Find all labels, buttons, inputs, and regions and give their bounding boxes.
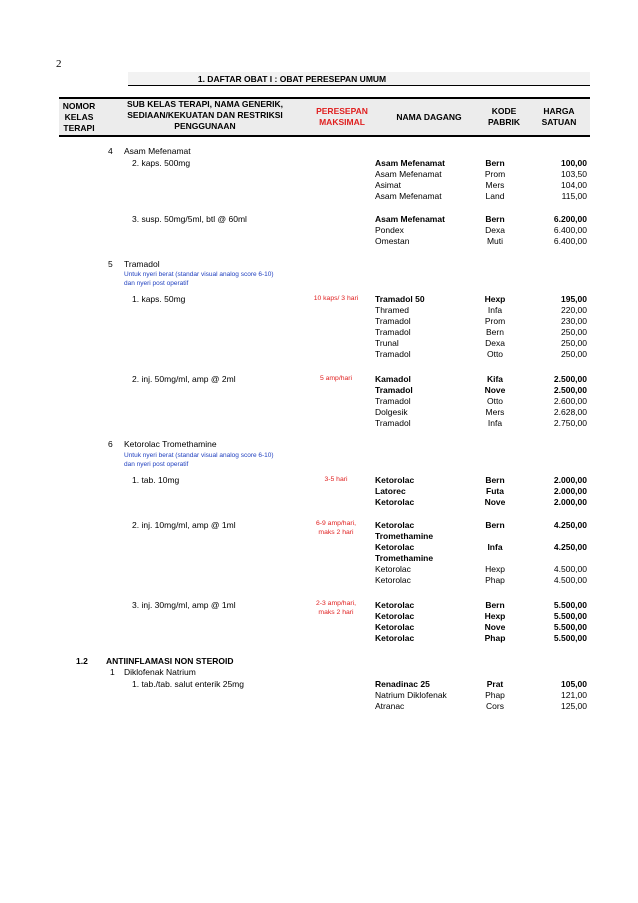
unit-price: 195,00 [561, 294, 587, 304]
unit-price: 2.000,00 [553, 475, 587, 485]
brand-name: Tramadol [375, 418, 411, 428]
brand-name: Atranac [375, 701, 405, 711]
unit-price: 2.750,00 [553, 418, 587, 428]
page-number: 2 [56, 58, 62, 70]
manufacturer-code: Otto [486, 349, 504, 359]
unit-price: 250,00 [561, 349, 587, 359]
brand-name: Asam Mefenamat [375, 169, 442, 179]
formulation: 3. inj. 30mg/ml, amp @ 1ml [132, 600, 236, 610]
unit-price: 5.500,00 [553, 622, 587, 632]
brand-name: Ketorolac [375, 575, 411, 585]
manufacturer-code: Hexp [485, 564, 505, 574]
generic-name: Tramadol [124, 259, 160, 269]
unit-price: 2.000,00 [553, 486, 587, 496]
unit-price: 6.200,00 [553, 214, 587, 224]
restriction-note: Untuk nyeri berat (standar visual analog score 6-10) [124, 452, 274, 459]
max-prescription: 6-9 amp/hari, [315, 520, 357, 527]
brand-name: Dolgesik [375, 407, 408, 417]
manufacturer-code: Phap [485, 575, 505, 585]
brand-name: Ketorolac [375, 611, 415, 621]
header-peresepan-maksimal: PERESEPAN MAKSIMAL [316, 106, 368, 127]
restriction-note: dan nyeri post operatif [124, 280, 189, 287]
brand-name: Thramed [375, 305, 410, 315]
manufacturer-code: Kifa [486, 374, 504, 384]
manufacturer-code: Bern [485, 158, 505, 168]
max-prescription: 2-3 amp/hari, [315, 600, 357, 607]
manufacturer-code: Mers [485, 180, 505, 190]
brand-name: Tramadol 50 [375, 294, 425, 304]
manufacturer-code: Dexa [485, 225, 505, 235]
manufacturer-code: Cors [486, 701, 504, 711]
item-number: 1 [110, 667, 115, 677]
header-harga-satuan: HARGA SATUAN [541, 106, 577, 127]
restriction-note: dan nyeri post operatif [124, 461, 189, 468]
unit-price: 2.500,00 [553, 374, 587, 384]
manufacturer-code: Bern [485, 214, 505, 224]
brand-name: Ketorolac [375, 520, 415, 530]
section-title: ANTIINFLAMASI NON STEROID [106, 656, 234, 666]
unit-price: 4.500,00 [553, 575, 587, 585]
unit-price: 4.250,00 [553, 542, 587, 552]
unit-price: 125,00 [561, 701, 587, 711]
unit-price: 105,00 [561, 679, 587, 689]
manufacturer-code: Prom [484, 316, 506, 326]
restriction-note: Untuk nyeri berat (standar visual analog score 6-10) [124, 271, 274, 278]
header-nomor-kelas-terapi: NOMOR KELAS TERAPI [62, 101, 96, 133]
unit-price: 6.400,00 [553, 225, 587, 235]
unit-price: 104,00 [561, 180, 587, 190]
brand-name: Ketorolac [375, 564, 411, 574]
header-kode-pabrik: KODE PABRIK [488, 106, 520, 127]
brand-name: Asam Mefenamat [375, 158, 445, 168]
brand-name: Trunal [375, 338, 399, 348]
item-number: 4 [108, 146, 113, 156]
formulation: 1. kaps. 50mg [132, 294, 186, 304]
max-prescription: 5 amp/hari [319, 375, 353, 382]
unit-price: 220,00 [561, 305, 587, 315]
manufacturer-code: Bern [485, 520, 505, 530]
manufacturer-code: Land [485, 191, 505, 201]
brand-name: Omestan [375, 236, 410, 246]
manufacturer-code: Hexp [484, 611, 506, 621]
manufacturer-code: Hexp [484, 294, 506, 304]
brand-name: Tramadol [375, 385, 413, 395]
manufacturer-code: Futa [486, 486, 504, 496]
manufacturer-code: Mers [485, 407, 505, 417]
unit-price: 100,00 [561, 158, 587, 168]
unit-price: 4.500,00 [553, 564, 587, 574]
manufacturer-code: Prom [484, 169, 506, 179]
brand-name: Pondex [375, 225, 404, 235]
formulation: 2. inj. 50mg/ml, amp @ 2ml [132, 374, 236, 384]
brand-name: Ketorolac [375, 497, 415, 507]
brand-name: Ketorolac [375, 622, 415, 632]
unit-price: 115,00 [561, 191, 587, 201]
brand-name: Tramadol [375, 327, 411, 337]
unit-price: 2.628,00 [553, 407, 587, 417]
unit-price: 2.000,00 [553, 497, 587, 507]
brand-name: Ketorolac [375, 633, 415, 643]
unit-price: 250,00 [561, 338, 587, 348]
brand-name: Asimat [375, 180, 401, 190]
unit-price: 5.500,00 [553, 633, 587, 643]
generic-name: Ketorolac Tromethamine [124, 439, 217, 449]
manufacturer-code: Phap [485, 690, 505, 700]
brand-name: Ketorolac [375, 600, 415, 610]
section-number: 1.2 [76, 656, 88, 666]
manufacturer-code: Nove [484, 622, 506, 632]
formulation: 1. tab./tab. salut enterik 25mg [132, 679, 244, 689]
brand-name: Tromethamine [375, 553, 434, 563]
brand-name: Renadinac 25 [375, 679, 430, 689]
manufacturer-code: Otto [486, 396, 504, 406]
header-sub-kelas: SUB KELAS TERAPI, NAMA GENERIK, SEDIAAN/KEKUATAN DAN RESTRIKSI PENGGUNAAN [126, 99, 283, 131]
manufacturer-code: Nove [484, 497, 506, 507]
unit-price: 103,50 [561, 169, 587, 179]
formulation: 1. tab. 10mg [132, 475, 180, 485]
manufacturer-code: Infa [487, 418, 503, 428]
manufacturer-code: Phap [484, 633, 506, 643]
generic-name: Diklofenak Natrium [124, 667, 196, 677]
unit-price: 250,00 [561, 327, 587, 337]
brand-name: Tramadol [375, 316, 411, 326]
max-prescription: maks 2 hari [318, 529, 354, 536]
manufacturer-code: Infa [487, 305, 503, 315]
generic-name: Asam Mefenamat [124, 146, 191, 156]
brand-name: Tromethamine [375, 531, 434, 541]
manufacturer-code: Nove [484, 385, 506, 395]
brand-name: Ketorolac [375, 542, 415, 552]
manufacturer-code: Dexa [485, 338, 505, 348]
brand-name: Ketorolac [375, 475, 415, 485]
formulation: 3. susp. 50mg/5ml, btl @ 60ml [132, 214, 247, 224]
unit-price: 2.500,00 [553, 385, 587, 395]
brand-name: Asam Mefenamat [375, 214, 445, 224]
brand-name: Tramadol [375, 349, 411, 359]
brand-name: Tramadol [375, 396, 411, 406]
manufacturer-code: Prat [486, 679, 504, 689]
banner-title: 1. DAFTAR OBAT I : OBAT PERESEPAN UMUM [197, 74, 387, 84]
manufacturer-code: Infa [487, 542, 503, 552]
formulation: 2. kaps. 500mg [132, 158, 191, 168]
max-prescription: 10 kaps/ 3 hari [313, 295, 359, 302]
manufacturer-code: Bern [486, 327, 504, 337]
brand-name: Natrium Diklofenak [375, 690, 447, 700]
unit-price: 2.600,00 [553, 396, 587, 406]
brand-name: Asam Mefenamat [375, 191, 442, 201]
unit-price: 5.500,00 [553, 611, 587, 621]
brand-name: Latorec [375, 486, 406, 496]
brand-name: Kamadol [375, 374, 411, 384]
max-prescription: 3-5 hari [324, 476, 348, 483]
manufacturer-code: Bern [485, 600, 505, 610]
table-header [59, 97, 590, 137]
unit-price: 4.250,00 [553, 520, 587, 530]
unit-price: 5.500,00 [553, 600, 587, 610]
unit-price: 230,00 [561, 316, 587, 326]
unit-price: 6.400,00 [553, 236, 587, 246]
unit-price: 121,00 [561, 690, 587, 700]
manufacturer-code: Muti [486, 236, 504, 246]
item-number: 5 [108, 259, 113, 269]
header-nama-dagang: NAMA DAGANG [396, 112, 462, 122]
max-prescription: maks 2 hari [318, 609, 354, 616]
formulation: 2. inj. 10mg/ml, amp @ 1ml [132, 520, 236, 530]
item-number: 6 [108, 439, 113, 449]
manufacturer-code: Bern [485, 475, 505, 485]
